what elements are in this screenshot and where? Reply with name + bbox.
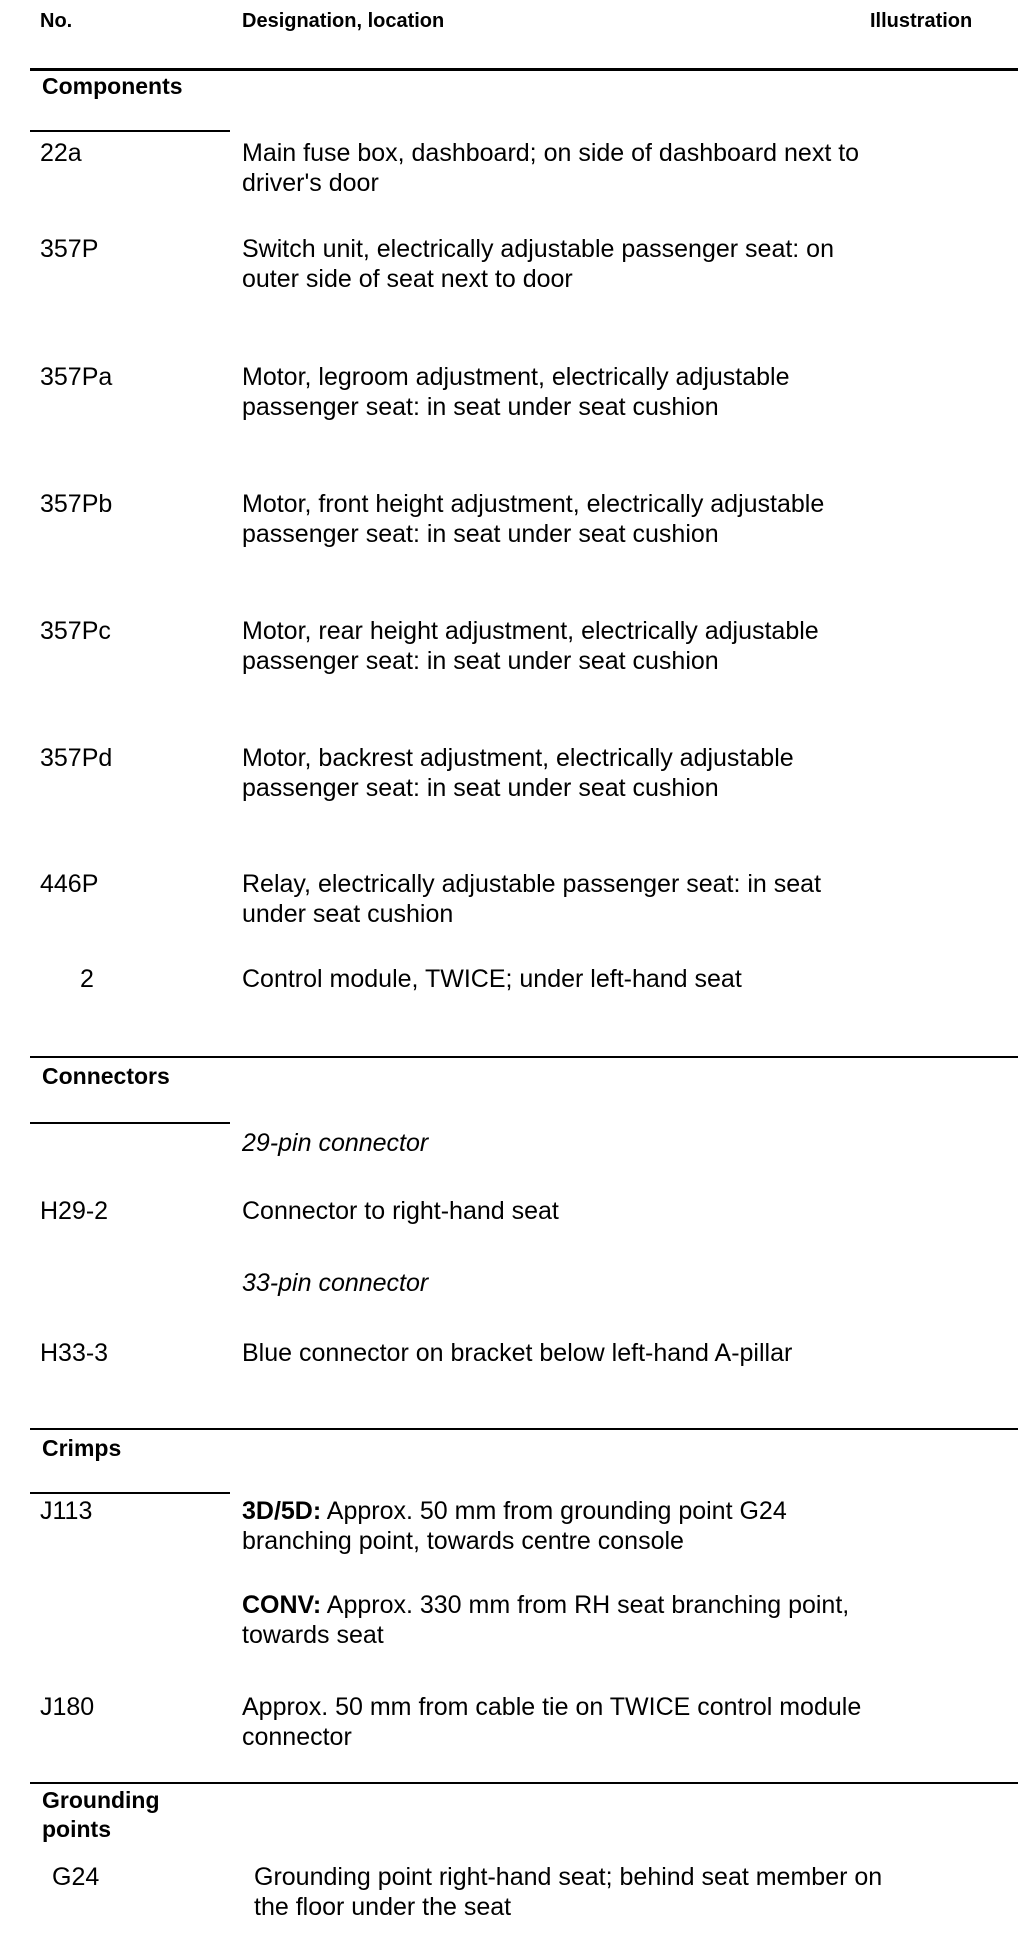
crimp-variant-text: Approx. 330 mm from RH seat branching point, towards seat xyxy=(242,1591,850,1649)
component-desc: Switch unit, electrically adjustable passenger seat: on outer side of seat next to door xyxy=(242,235,834,293)
component-no: 357Pb xyxy=(40,490,113,518)
section-title-connectors: Connectors xyxy=(42,1063,170,1089)
connector-desc: Blue connector on bracket below left-hand A-pillar xyxy=(242,1339,793,1367)
connector-group-29-pin: 29-pin connector xyxy=(242,1129,429,1157)
column-header-designation: Designation, location xyxy=(242,10,445,32)
component-desc: Motor, backrest adjustment, electrically adjustable passenger seat: in seat under seat cushion xyxy=(242,744,794,802)
crimp-desc: Approx. 50 mm from cable tie on TWICE control module connector xyxy=(242,1693,862,1751)
component-desc: Motor, rear height adjustment, electrically adjustable passenger seat: in seat under seat cushion xyxy=(242,617,819,675)
section-title-crimps: Crimps xyxy=(42,1435,122,1461)
connector-group-33-pin: 33-pin connector xyxy=(242,1269,429,1297)
section-title-grounding-points xyxy=(42,1786,160,1844)
crimp-variant-label: CONV: xyxy=(242,1591,322,1619)
grounding-no: G24 xyxy=(52,1863,100,1891)
section-title-components: Components xyxy=(42,73,183,99)
component-no: 357Pa xyxy=(40,363,113,391)
section-divider xyxy=(30,1428,1018,1430)
crimp-variant-label: 3D/5D: xyxy=(242,1497,322,1525)
component-desc: Control module, TWICE; under left-hand seat xyxy=(242,965,742,993)
connector-no: H29-2 xyxy=(40,1197,109,1225)
column-header-no: No. xyxy=(40,10,73,32)
component-no: 22a xyxy=(40,139,82,167)
header-divider xyxy=(30,68,1018,71)
component-no: 446P xyxy=(40,870,99,898)
column-header-illustration: Illustration xyxy=(870,10,973,32)
component-no: 357P xyxy=(40,235,99,263)
section-title-line: Grounding xyxy=(42,1787,160,1813)
component-desc: Motor, legroom adjustment, electrically adjustable passenger seat: in seat under seat cushion xyxy=(242,363,790,421)
component-no: 357Pd xyxy=(40,744,113,772)
section-title-line: points xyxy=(42,1816,111,1842)
crimp-no: J180 xyxy=(40,1693,95,1721)
crimp-desc-3d5d xyxy=(242,1496,882,1556)
crimp-desc-conv xyxy=(242,1590,882,1650)
crimp-variant-text: Approx. 50 mm from grounding point G24 branching point, towards centre console xyxy=(242,1497,787,1555)
connector-desc: Connector to right-hand seat xyxy=(242,1197,559,1225)
component-no: 2 xyxy=(80,965,94,993)
connector-no: H33-3 xyxy=(40,1339,109,1367)
section-underline xyxy=(30,130,230,132)
section-divider xyxy=(30,1782,1018,1784)
component-desc: Relay, electrically adjustable passenger seat: in seat under seat cushion xyxy=(242,870,822,928)
section-underline xyxy=(30,1492,230,1494)
section-underline xyxy=(30,1122,230,1124)
component-no: 357Pc xyxy=(40,617,111,645)
component-desc: Main fuse box, dashboard; on side of dashboard next to driver's door xyxy=(242,139,860,197)
section-divider xyxy=(30,1056,1018,1058)
crimp-no: J113 xyxy=(40,1497,93,1525)
component-desc: Motor, front height adjustment, electrically adjustable passenger seat: in seat under seat cushion xyxy=(242,490,825,548)
grounding-desc: Grounding point right-hand seat; behind seat member on the floor under the seat xyxy=(254,1863,883,1921)
